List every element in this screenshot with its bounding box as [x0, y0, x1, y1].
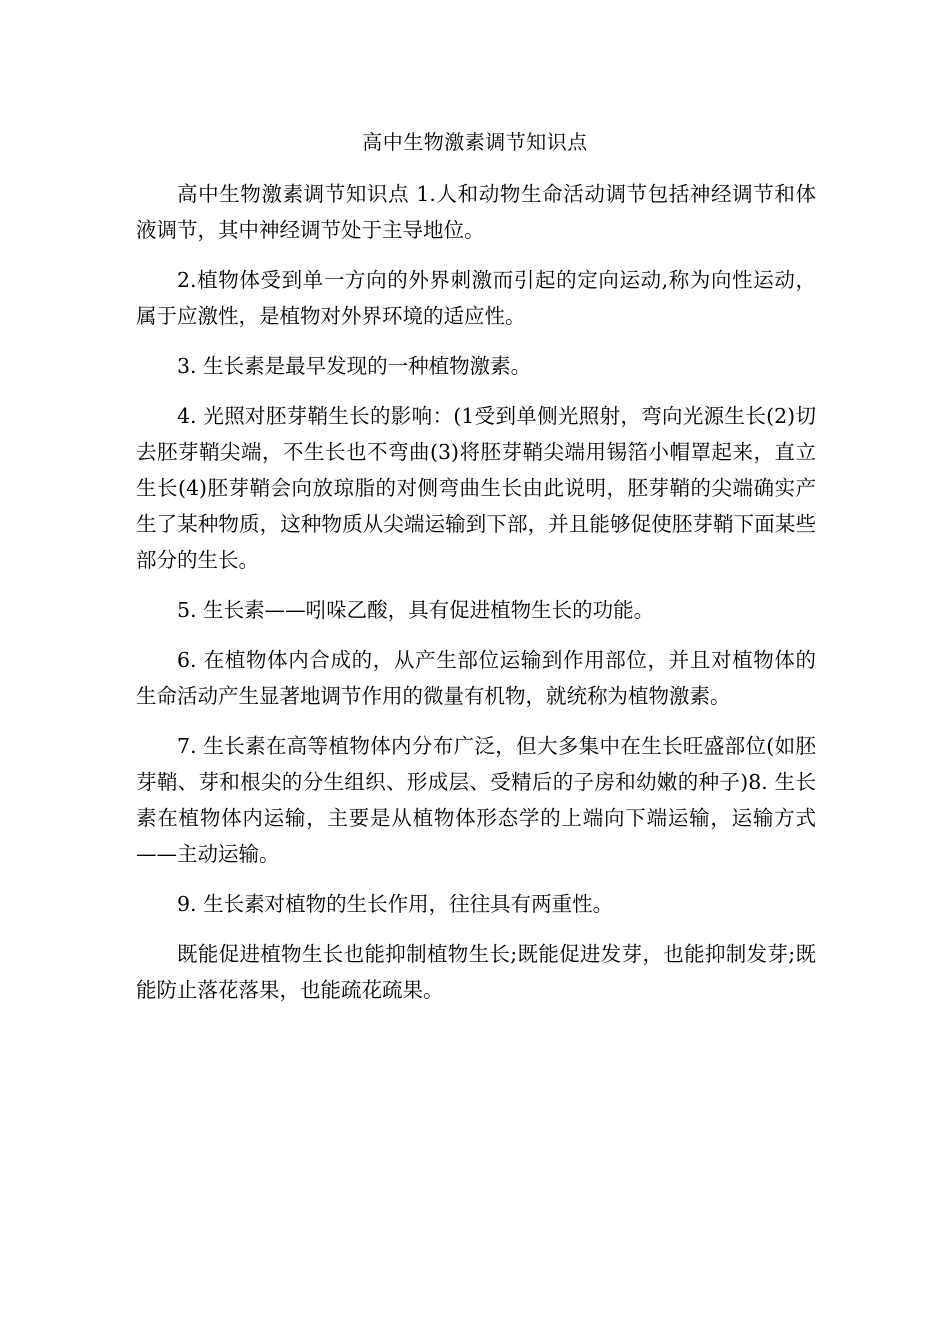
document-body — [136, 176, 816, 1022]
paragraph-2: 2.植物体受到单一方向的外界刺激而引起的定向运动,称为向性运动，属于应激性，是植物对外界环境的适应性。 — [136, 268, 816, 328]
paragraph-7: 7. 生长素在高等植物体内分布广泛，但大多集中在生长旺盛部位(如胚芽鞘、芽和根尖的分生组织、形成层、受精后的子房和幼嫩的种子)8. 生长素在植物体内运输，主要是从植物体形态学的上端向下端运输，运输方式——主动运输。 — [136, 734, 816, 866]
paragraph-6: 6. 在植物体内合成的，从产生部位运输到作用部位，并且对植物体的生命活动产生显著地调节作用的微量有机物，就统称为植物激素。 — [136, 648, 816, 708]
paragraph-9: 既能促进植物生长也能抑制植物生长;既能促进发芽，也能抑制发芽;既能防止落花落果，也能疏花疏果。 — [136, 942, 816, 1002]
paragraph-8: 9. 生长素对植物的生长作用，往往具有两重性。 — [177, 892, 614, 916]
paragraph-1: 高中生物激素调节知识点 1.人和动物生命活动调节包括神经调节和体液调节，其中神经调节处于主导地位。 — [136, 182, 816, 242]
document-title: 高中生物激素调节知识点 — [362, 130, 588, 154]
paragraph-3: 3. 生长素是最早发现的一种植物激素。 — [177, 354, 532, 378]
paragraph-5: 5. 生长素——吲哚乙酸，具有促进植物生长的功能。 — [177, 598, 655, 622]
paragraph-4: 4. 光照对胚芽鞘生长的影响：(1受到单侧光照射，弯向光源生长(2)切去胚芽鞘尖端，不生长也不弯曲(3)将胚芽鞘尖端用锡箔小帽罩起来，直立生长(4)胚芽鞘会向放琼脂的对侧弯曲生长由此说明，胚芽鞘的尖端确实产生了某种物质，这种物质从尖端运输到下部，并且能够促使胚芽鞘下面某些部分的生长。 — [136, 404, 816, 572]
